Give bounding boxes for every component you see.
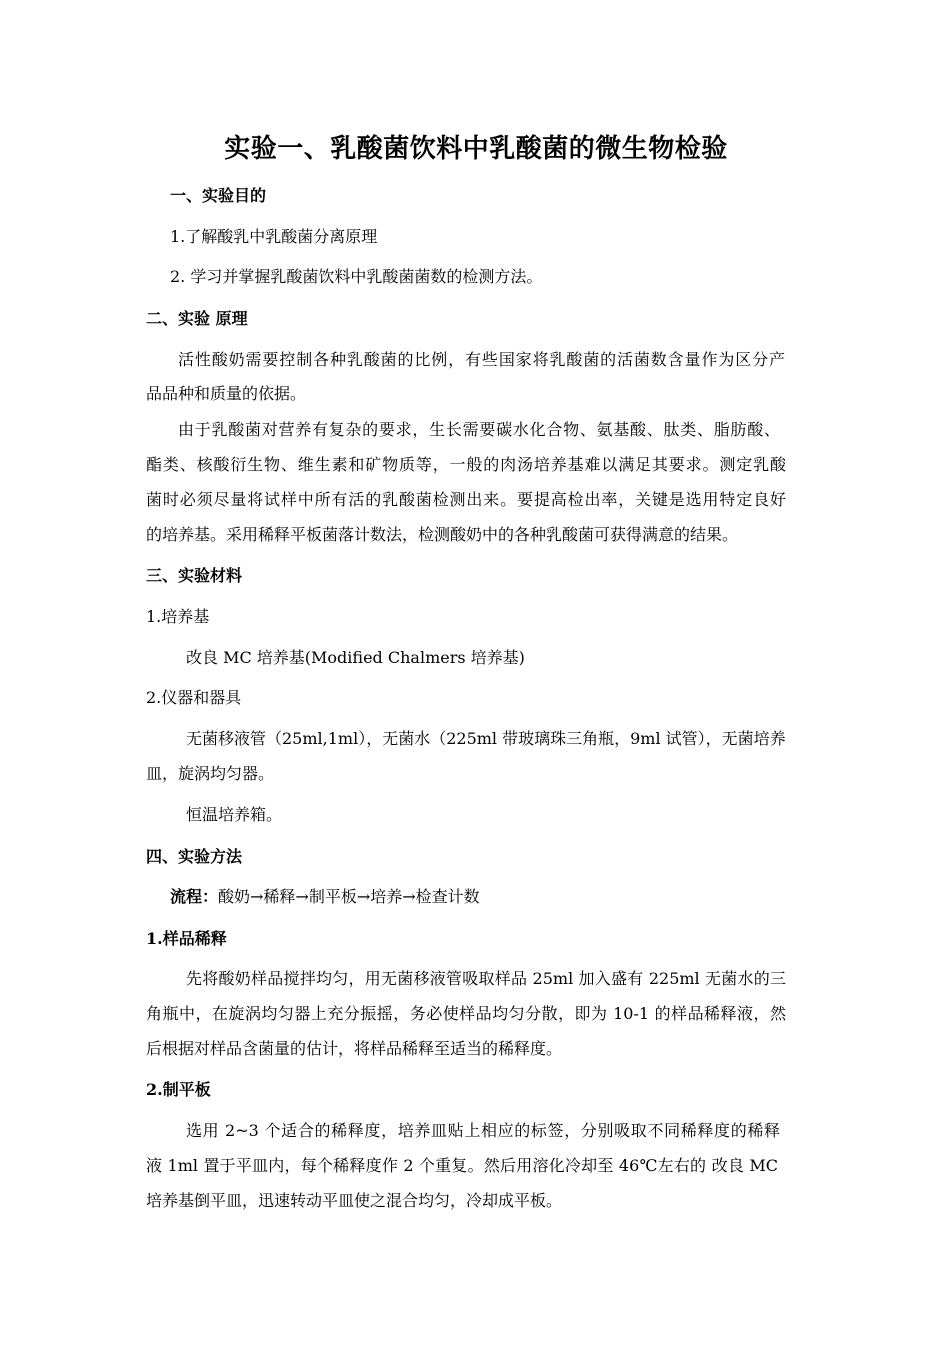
method-flow-label: 流程： xyxy=(170,887,219,906)
principle-para2-line1: 由于乳酸菌对营养有复杂的要求，生长需要碳水化合物、氨基酸、肽类、脂肪酸、 xyxy=(178,420,780,439)
principle-para2-line2: 酯类、核酸衍生物、维生素和矿物质等，一般的肉汤培养基难以满足其要求。测定乳酸 xyxy=(146,455,786,474)
principle-para1-line2: 品品种和质量的依据。 xyxy=(146,384,307,403)
materials-item-2: 2.仪器和器具 xyxy=(146,688,242,707)
method-flow-text: 酸奶→稀释→制平板→培养→检查计数 xyxy=(218,887,480,906)
principle-para1-line1: 活性酸奶需要控制各种乳酸菌的比例，有些国家将乳酸菌的活菌数含量作为区分产 xyxy=(178,350,785,369)
materials-equipment-line1: 无菌移液管（25ml,1ml），无菌水（225ml 带玻璃珠三角瓶，9ml 试管），无菌培养 xyxy=(186,729,786,748)
plating-line3: 培养基倒平皿，迅速转动平皿使之混合均匀，冷却成平板。 xyxy=(146,1191,563,1210)
principle-para2-line3: 菌时必须尽量将试样中所有活的乳酸菌检测出来。要提高检出率，关键是选用特定良好 xyxy=(146,490,786,509)
method-subheading-plating: 2.制平板 xyxy=(146,1080,211,1099)
purpose-item-1: 1.了解酸乳中乳酸菌分离原理 xyxy=(170,227,378,246)
dilution-line3: 后根据对样品含菌量的估计，将样品稀释至适当的稀释度。 xyxy=(146,1039,563,1058)
section-heading-purpose: 一、实验目的 xyxy=(170,186,267,205)
plating-line2: 液 1ml 置于平皿内，每个稀释度作 2 个重复。然后用溶化冷却至 46℃左右的 改良 MC xyxy=(146,1156,778,1175)
section-heading-method: 四、实验方法 xyxy=(146,847,243,866)
method-subheading-dilution: 1.样品稀释 xyxy=(146,929,227,948)
materials-item-1: 1.培养基 xyxy=(146,607,210,626)
principle-para2-line4: 的培养基。采用稀释平板菌落计数法，检测酸奶中的各种乳酸菌可获得满意的结果。 xyxy=(146,525,739,544)
materials-equipment-line2: 皿，旋涡均匀器。 xyxy=(146,764,275,783)
section-heading-materials: 三、实验材料 xyxy=(146,566,243,585)
materials-equipment-line3: 恒温培养箱。 xyxy=(186,805,283,824)
purpose-item-2: 2. 学习并掌握乳酸菌饮料中乳酸菌菌数的检测方法。 xyxy=(170,267,543,286)
plating-line1: 选用 2~3 个适合的稀释度，培养皿贴上相应的标签，分别吸取不同稀释度的稀释 xyxy=(186,1121,780,1140)
section-heading-principle: 二、实验 原理 xyxy=(146,309,248,328)
dilution-line2: 角瓶中，在旋涡均匀器上充分振摇，务必使样品均匀分散，即为 10-1 的样品稀释液，然 xyxy=(146,1004,786,1023)
materials-medium-desc: 改良 MC 培养基(Modified Chalmers 培养基) xyxy=(186,648,525,667)
method-flow xyxy=(170,887,480,907)
document-title: 实验一、乳酸菌饮料中乳酸菌的微生物检验 xyxy=(224,134,728,164)
dilution-line1: 先将酸奶样品搅拌均匀，用无菌移液管吸取样品 25ml 加入盛有 225ml 无菌水的三 xyxy=(186,969,786,988)
